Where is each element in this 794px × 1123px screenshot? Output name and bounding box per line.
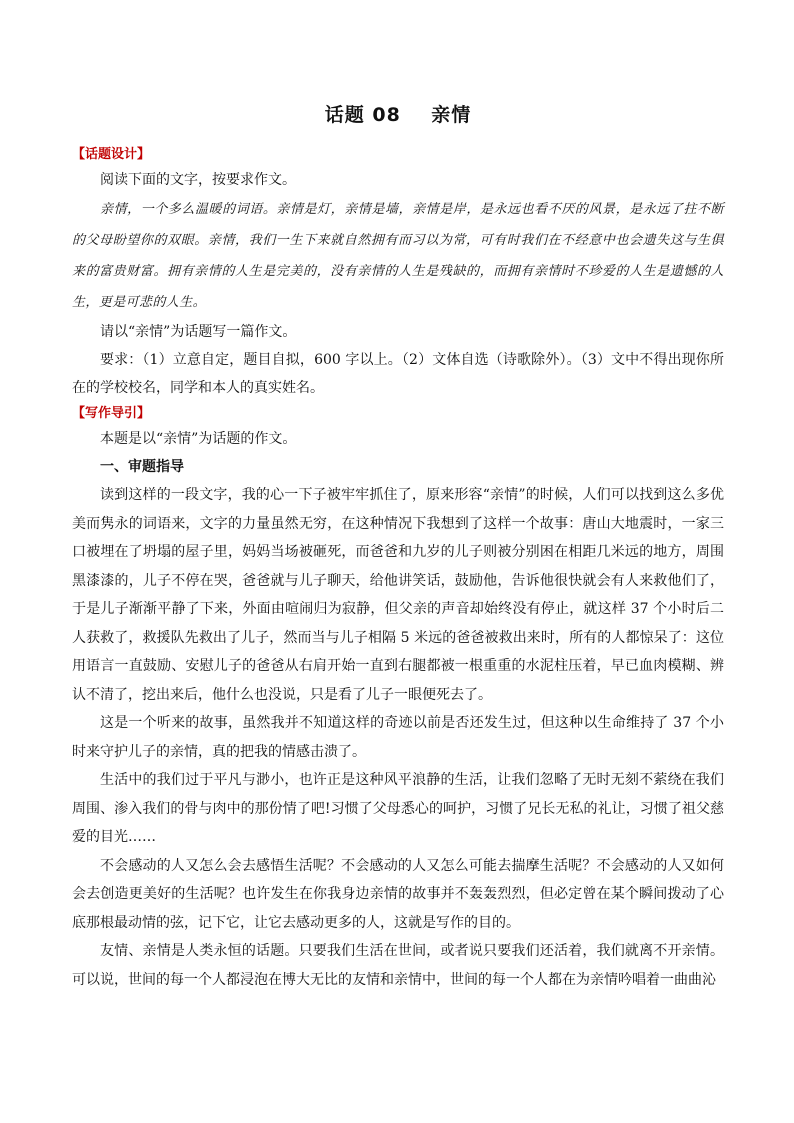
guide-intro: 本题是以“亲情”为话题的作文。 — [100, 431, 297, 447]
section-tag-design: 【话题设计】 — [72, 147, 151, 162]
section-tag-guide: 【写作导引】 — [72, 406, 151, 421]
design-intro: 阅读下面的文字，按要求作文。 — [100, 172, 296, 188]
design-quote: 亲情，一个多么温暖的词语。亲情是灯，亲情是墙，亲情是岸，是永远也看不厌的风景，是永远了拄不断的父母盼望你的双眼。亲情，我们一生下来就自然拥有而习以为常，可有时我们在不经意中也会遗失这与生俱来的富贵财富。拥有亲情的人生是完美的，没有亲情的人生是残缺的，而拥有亲情时不珍爱的人生是遗憾的人生，更是可悲的人生。 — [72, 202, 724, 310]
body-paragraph: 生活中的我们过于平凡与渺小，也许正是这种风平浪静的生活，让我们忽略了无时无刻不萦绕在我们周围、渗入我们的骨与肉中的那份情了吧!习惯了父母悉心的呵护，习惯了兄长无私的礼让，习惯了祖父慈爱的目光…… — [72, 772, 724, 845]
design-requirements: 要求：（1）立意自定，题目自拟，600 字以上。（2）文体自选（诗歌除外）。（3）文中不得出现你所在的学校校名，同学和本人的真实姓名。 — [72, 352, 724, 396]
body-paragraph: 不会感动的人又怎么会去感悟生活呢？不会感动的人又怎么可能去揣摩生活呢？不会感动的人又如何会去创造更美好的生活呢？也许发生在你我身边亲情的故事并不轰轰烈烈，但必定曾在某个瞬间拨动了心底那根最动情的弦，记下它，让它去感动更多的人，这就是写作的目的。 — [72, 857, 724, 931]
design-task: 请以“亲情”为话题写一篇作文。 — [100, 324, 297, 340]
body-paragraph: 读到这样的一段文字，我的心一下子被牢牢抓住了，原来形容“亲情”的时候，人们可以找到这么多优美而隽永的词语来，文字的力量虽然无穷，在这种情况下我想到了这样一个故事：唐山大地震时，一家三口被埋在了坍塌的屋子里，妈妈当场被砸死，而爸爸和九岁的儿子则被分别困在相距几米远的地方，周围黑漆漆的，儿子不停在哭，爸爸就与儿子聊天，给他讲笑话，鼓励他，告诉他很快就会有人来救他们了，于是儿子渐渐平静了下来，外面由喧闹归为寂静，但父亲的声音却始终没有停止，就这样 37 个小时后二人获救了，救援队先救出了儿子，然而当与儿子相隔 5 米远的爸爸被救出来时，所有的人都惊呆了：这位用语言一直鼓励、安慰儿子的爸爸从右肩开始一直到右腿都被一根重重的水泥柱压着，早已血肉模糊、辨认不清了，挖出来后，他什么也没说，只是看了儿子一眼便死去了。 — [72, 487, 724, 703]
body-paragraph: 友情、亲情是人类永恒的话题。只要我们生活在世间，或者说只要我们还活着，我们就离不开亲情。可以说，世间的每一个人都浸泡在博大无比的友情和亲情中，世间的每一个人都在为亲情吟唱着一曲曲沁 — [72, 943, 724, 988]
page-title: 话题 08 亲情 — [324, 104, 472, 126]
document-content — [72, 100, 724, 994]
guide-subhead: 一、审题指导 — [100, 459, 184, 475]
body-paragraph: 这是一个听来的故事，虽然我并不知道这样的奇迹以前是否还发生过，但这种以生命维持了 37 个小时来守护儿子的亲情，真的把我的情感击溃了。 — [72, 715, 724, 760]
